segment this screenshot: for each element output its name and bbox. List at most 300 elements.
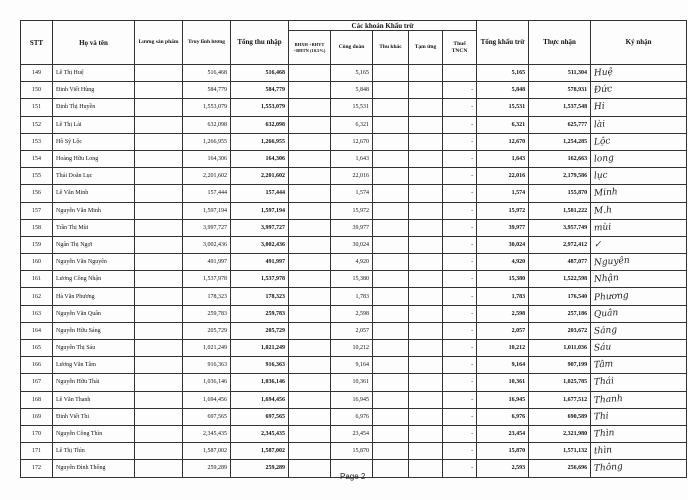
cell-stt: 157 — [21, 202, 53, 219]
cell-stt: 171 — [21, 443, 53, 460]
cell-pit: - — [443, 82, 477, 99]
cell-insurance — [289, 425, 331, 442]
cell-stt: 159 — [21, 236, 53, 253]
cell-total-income: 1,537,978 — [231, 271, 289, 288]
cell-advance — [409, 460, 443, 477]
cell-product-salary — [135, 168, 183, 185]
cell-total-deduction: 4,920 — [477, 254, 529, 271]
cell-signature — [591, 305, 687, 322]
cell-arrears: 2,345,435 — [183, 425, 231, 442]
cell-other — [373, 133, 409, 150]
cell-arrears: 1,587,002 — [183, 443, 231, 460]
cell-pit: - — [443, 340, 477, 357]
cell-net: 1,254,285 — [529, 133, 591, 150]
cell-total-deduction: 22,016 — [477, 168, 529, 185]
cell-pit: - — [443, 460, 477, 477]
cell-stt: 165 — [21, 340, 53, 357]
handwritten-signature: M.h — [593, 204, 613, 217]
table-row — [21, 99, 687, 116]
cell-product-salary — [135, 254, 183, 271]
cell-signature — [591, 150, 687, 167]
header-net: Thực nhận — [529, 21, 591, 65]
cell-stt: 166 — [21, 357, 53, 374]
cell-advance — [409, 254, 443, 271]
cell-product-salary — [135, 99, 183, 116]
cell-stt: 163 — [21, 305, 53, 322]
cell-total-deduction: 6,321 — [477, 116, 529, 133]
cell-total-income: 1,021,249 — [231, 340, 289, 357]
cell-other — [373, 460, 409, 477]
cell-net: 690,589 — [529, 408, 591, 425]
handwritten-signature: Phương — [593, 290, 629, 303]
cell-other — [373, 425, 409, 442]
cell-pit — [443, 65, 477, 82]
payroll-rows — [21, 65, 687, 478]
cell-stt: 169 — [21, 408, 53, 425]
cell-name: Đinh Viết Thi — [53, 408, 135, 425]
cell-total-income: 259,783 — [231, 305, 289, 322]
handwritten-signature: mùi — [593, 222, 612, 234]
header-signature: Ký nhận — [591, 21, 687, 65]
cell-other — [373, 65, 409, 82]
cell-product-salary — [135, 150, 183, 167]
table-row — [21, 443, 687, 460]
cell-net: 625,777 — [529, 116, 591, 133]
cell-stt: 153 — [21, 133, 53, 150]
cell-insurance — [289, 271, 331, 288]
cell-advance — [409, 357, 443, 374]
cell-other — [373, 150, 409, 167]
header-total-income: Tổng thu nhập — [231, 21, 289, 65]
handwritten-signature: Quân — [593, 307, 619, 320]
cell-arrears: 2,201,602 — [183, 168, 231, 185]
cell-advance — [409, 65, 443, 82]
cell-total-income: 3,002,436 — [231, 236, 289, 253]
table-row — [21, 185, 687, 202]
cell-union: 5,165 — [331, 65, 373, 82]
cell-arrears: 1,021,249 — [183, 340, 231, 357]
table-row — [21, 357, 687, 374]
cell-net: 257,186 — [529, 305, 591, 322]
cell-arrears: 1,597,194 — [183, 202, 231, 219]
cell-advance — [409, 133, 443, 150]
cell-insurance — [289, 460, 331, 477]
table-row — [21, 202, 687, 219]
cell-insurance — [289, 168, 331, 185]
cell-other — [373, 391, 409, 408]
table-row — [21, 236, 687, 253]
cell-other — [373, 185, 409, 202]
cell-total-deduction: 2,598 — [477, 305, 529, 322]
cell-advance — [409, 219, 443, 236]
cell-name: Trần Thị Mùi — [53, 219, 135, 236]
cell-name: Nguyễn Hữu Sáng — [53, 322, 135, 339]
cell-signature — [591, 185, 687, 202]
table-row — [21, 288, 687, 305]
cell-total-deduction: 5,165 — [477, 65, 529, 82]
cell-total-income: 2,345,435 — [231, 425, 289, 442]
cell-pit: - — [443, 288, 477, 305]
cell-total-income: 259,289 — [231, 460, 289, 477]
cell-other — [373, 99, 409, 116]
cell-insurance — [289, 236, 331, 253]
cell-union: 15,972 — [331, 202, 373, 219]
cell-total-deduction: 23,454 — [477, 425, 529, 442]
cell-advance — [409, 408, 443, 425]
cell-insurance — [289, 150, 331, 167]
cell-stt: 168 — [21, 391, 53, 408]
cell-pit: - — [443, 408, 477, 425]
cell-other — [373, 168, 409, 185]
cell-total-deduction: 39,977 — [477, 219, 529, 236]
header-name: Họ và tên — [53, 21, 135, 65]
cell-total-income: 1,597,194 — [231, 202, 289, 219]
cell-stt: 156 — [21, 185, 53, 202]
handwritten-signature: thìn — [593, 445, 613, 457]
cell-total-income: 178,323 — [231, 288, 289, 305]
payroll-table — [20, 20, 687, 478]
cell-product-salary — [135, 65, 183, 82]
table-row — [21, 82, 687, 99]
cell-insurance — [289, 408, 331, 425]
cell-advance — [409, 443, 443, 460]
cell-total-income: 491,997 — [231, 254, 289, 271]
cell-insurance — [289, 305, 331, 322]
cell-name: Lương Văn Tâm — [53, 357, 135, 374]
cell-arrears: 3,002,436 — [183, 236, 231, 253]
cell-union: 2,057 — [331, 322, 373, 339]
handwritten-signature: Đức — [593, 84, 613, 96]
cell-signature — [591, 168, 687, 185]
handwritten-signature: Tâm — [593, 359, 614, 371]
cell-other — [373, 374, 409, 391]
cell-other — [373, 116, 409, 133]
cell-advance — [409, 99, 443, 116]
header-pit: Thuế TNCN — [443, 31, 477, 65]
cell-total-income: 516,468 — [231, 65, 289, 82]
cell-insurance — [289, 391, 331, 408]
cell-total-deduction: 15,972 — [477, 202, 529, 219]
cell-advance — [409, 236, 443, 253]
cell-arrears: 178,323 — [183, 288, 231, 305]
cell-advance — [409, 288, 443, 305]
cell-total-income: 1,036,146 — [231, 374, 289, 391]
cell-union: 1,643 — [331, 150, 373, 167]
header-deductions-group: Các khoản Khấu trừ — [289, 21, 477, 31]
cell-insurance — [289, 357, 331, 374]
cell-net: 578,931 — [529, 82, 591, 99]
cell-arrears: 259,289 — [183, 460, 231, 477]
cell-net: 2,179,586 — [529, 168, 591, 185]
cell-insurance — [289, 82, 331, 99]
cell-total-income: 1,587,002 — [231, 443, 289, 460]
cell-name: Nguyễn Thị Sáu — [53, 340, 135, 357]
cell-name: Thái Doãn Lục — [53, 168, 135, 185]
cell-stt: 149 — [21, 65, 53, 82]
cell-net: 1,571,132 — [529, 443, 591, 460]
handwritten-signature: Thông — [593, 462, 624, 475]
cell-other — [373, 82, 409, 99]
cell-arrears: 1,036,146 — [183, 374, 231, 391]
cell-product-salary — [135, 82, 183, 99]
handwritten-signature: lục — [593, 170, 609, 182]
cell-name: Nguyễn Công Thìn — [53, 425, 135, 442]
cell-stt: 160 — [21, 254, 53, 271]
header-union: Công đoàn — [331, 31, 373, 65]
cell-signature — [591, 288, 687, 305]
handwritten-signature: Minh — [593, 187, 619, 200]
cell-total-deduction: 5,848 — [477, 82, 529, 99]
table-row — [21, 150, 687, 167]
cell-pit: - — [443, 271, 477, 288]
cell-arrears: 1,537,978 — [183, 271, 231, 288]
cell-net: 487,077 — [529, 254, 591, 271]
handwritten-signature: Nhận — [593, 273, 620, 286]
cell-signature — [591, 133, 687, 150]
cell-product-salary — [135, 357, 183, 374]
handwritten-signature: Hi — [593, 102, 606, 113]
cell-union: 6,321 — [331, 116, 373, 133]
cell-product-salary — [135, 460, 183, 477]
cell-advance — [409, 305, 443, 322]
cell-pit: - — [443, 150, 477, 167]
cell-net: 511,304 — [529, 65, 591, 82]
cell-stt: 151 — [21, 99, 53, 116]
cell-union: 5,848 — [331, 82, 373, 99]
cell-total-income: 584,779 — [231, 82, 289, 99]
cell-net: 2,972,412 — [529, 236, 591, 253]
cell-insurance — [289, 254, 331, 271]
cell-insurance — [289, 99, 331, 116]
handwritten-signature: long — [593, 153, 615, 165]
cell-pit: - — [443, 254, 477, 271]
cell-other — [373, 219, 409, 236]
cell-signature — [591, 340, 687, 357]
table-row — [21, 65, 687, 82]
cell-name: Lê Thị Lài — [53, 116, 135, 133]
cell-net: 1,537,548 — [529, 99, 591, 116]
cell-signature — [591, 460, 687, 477]
cell-signature — [591, 236, 687, 253]
cell-stt: 162 — [21, 288, 53, 305]
cell-net: 155,870 — [529, 185, 591, 202]
cell-arrears: 916,363 — [183, 357, 231, 374]
cell-advance — [409, 391, 443, 408]
handwritten-signature: Sáng — [593, 325, 618, 337]
table-row — [21, 391, 687, 408]
cell-total-deduction: 16,945 — [477, 391, 529, 408]
cell-insurance — [289, 116, 331, 133]
header-insurance: BHXH +BHYT +BHTN (10.5%) — [289, 31, 331, 65]
cell-total-deduction: 30,024 — [477, 236, 529, 253]
cell-net: 1,581,222 — [529, 202, 591, 219]
cell-signature — [591, 443, 687, 460]
cell-product-salary — [135, 185, 183, 202]
cell-product-salary — [135, 374, 183, 391]
cell-total-deduction: 2,593 — [477, 460, 529, 477]
cell-signature — [591, 357, 687, 374]
cell-arrears: 584,779 — [183, 82, 231, 99]
cell-insurance — [289, 322, 331, 339]
cell-stt: 161 — [21, 271, 53, 288]
cell-stt: 154 — [21, 150, 53, 167]
cell-advance — [409, 82, 443, 99]
cell-net: 2,321,980 — [529, 425, 591, 442]
cell-other — [373, 254, 409, 271]
handwritten-signature: Huệ — [593, 67, 614, 79]
cell-pit: - — [443, 322, 477, 339]
cell-signature — [591, 254, 687, 271]
cell-pit: - — [443, 219, 477, 236]
cell-name: Hồ Sỹ Lộc — [53, 133, 135, 150]
cell-arrears: 516,468 — [183, 65, 231, 82]
cell-pit: - — [443, 357, 477, 374]
cell-signature — [591, 99, 687, 116]
cell-arrears: 164,306 — [183, 150, 231, 167]
cell-other — [373, 236, 409, 253]
cell-insurance — [289, 374, 331, 391]
cell-product-salary — [135, 391, 183, 408]
cell-pit: - — [443, 99, 477, 116]
table-row — [21, 116, 687, 133]
cell-product-salary — [135, 443, 183, 460]
cell-name: Nguyễn Văn Quân — [53, 305, 135, 322]
cell-stt: 167 — [21, 374, 53, 391]
cell-total-deduction: 1,783 — [477, 288, 529, 305]
cell-total-deduction: 10,361 — [477, 374, 529, 391]
cell-union: 10,212 — [331, 340, 373, 357]
header-stt: STT — [21, 21, 53, 65]
cell-net: 1,011,036 — [529, 340, 591, 357]
cell-advance — [409, 374, 443, 391]
cell-total-deduction: 15,531 — [477, 99, 529, 116]
cell-union: 30,024 — [331, 236, 373, 253]
cell-name: Lê Thị Huệ — [53, 65, 135, 82]
cell-other — [373, 443, 409, 460]
cell-total-income: 697,565 — [231, 408, 289, 425]
handwritten-signature: Thi — [593, 411, 610, 423]
cell-signature — [591, 374, 687, 391]
cell-total-income: 1,266,955 — [231, 133, 289, 150]
cell-name: Nguyễn Văn Nguyên — [53, 254, 135, 271]
cell-stt: 152 — [21, 116, 53, 133]
cell-product-salary — [135, 133, 183, 150]
cell-signature — [591, 425, 687, 442]
cell-total-income: 164,306 — [231, 150, 289, 167]
cell-net: 176,540 — [529, 288, 591, 305]
cell-net: 1,677,512 — [529, 391, 591, 408]
cell-insurance — [289, 202, 331, 219]
cell-net: 1,025,785 — [529, 374, 591, 391]
cell-union: 23,454 — [331, 425, 373, 442]
cell-union: 15,870 — [331, 443, 373, 460]
handwritten-signature: Thìn — [593, 428, 615, 440]
cell-union: 2,598 — [331, 305, 373, 322]
header-arrears: Truy lĩnh lương — [183, 21, 231, 65]
cell-name: Đinh Thị Huyền — [53, 99, 135, 116]
cell-product-salary — [135, 116, 183, 133]
cell-total-deduction: 2,057 — [477, 322, 529, 339]
cell-signature — [591, 322, 687, 339]
header-other: Thu khác — [373, 31, 409, 65]
cell-product-salary — [135, 236, 183, 253]
cell-other — [373, 202, 409, 219]
cell-name: Lê Văn Thanh — [53, 391, 135, 408]
cell-union: 22,016 — [331, 168, 373, 185]
cell-union: 39,977 — [331, 219, 373, 236]
handwritten-signature: Sáu — [593, 342, 612, 354]
cell-arrears: 1,553,079 — [183, 99, 231, 116]
cell-insurance — [289, 443, 331, 460]
cell-advance — [409, 185, 443, 202]
cell-pit: - — [443, 202, 477, 219]
cell-advance — [409, 116, 443, 133]
cell-pit: - — [443, 443, 477, 460]
cell-union: 10,361 — [331, 374, 373, 391]
cell-signature — [591, 271, 687, 288]
cell-total-income: 157,444 — [231, 185, 289, 202]
handwritten-signature: ✓ — [593, 239, 602, 251]
cell-total-income: 3,997,727 — [231, 219, 289, 236]
cell-product-salary — [135, 271, 183, 288]
cell-name: Đinh Viết Hùng — [53, 82, 135, 99]
cell-pit: - — [443, 185, 477, 202]
table-row — [21, 133, 687, 150]
cell-union: 15,531 — [331, 99, 373, 116]
cell-total-income: 916,363 — [231, 357, 289, 374]
cell-advance — [409, 425, 443, 442]
cell-arrears: 1,266,955 — [183, 133, 231, 150]
cell-insurance — [289, 185, 331, 202]
cell-union: 1,783 — [331, 288, 373, 305]
table-row — [21, 340, 687, 357]
cell-stt: 172 — [21, 460, 53, 477]
cell-other — [373, 271, 409, 288]
cell-advance — [409, 322, 443, 339]
cell-name: Nguyễn Đình Thông — [53, 460, 135, 477]
cell-union: 9,164 — [331, 357, 373, 374]
cell-other — [373, 288, 409, 305]
table-row — [21, 305, 687, 322]
cell-stt: 150 — [21, 82, 53, 99]
cell-total-income: 2,201,602 — [231, 168, 289, 185]
cell-other — [373, 305, 409, 322]
cell-arrears: 491,997 — [183, 254, 231, 271]
cell-product-salary — [135, 305, 183, 322]
cell-pit: - — [443, 133, 477, 150]
cell-pit: - — [443, 116, 477, 133]
cell-net: 203,672 — [529, 322, 591, 339]
cell-advance — [409, 340, 443, 357]
cell-net: 256,696 — [529, 460, 591, 477]
cell-pit: - — [443, 425, 477, 442]
table-row — [21, 219, 687, 236]
cell-advance — [409, 150, 443, 167]
cell-insurance — [289, 133, 331, 150]
cell-product-salary — [135, 408, 183, 425]
cell-union: 16,945 — [331, 391, 373, 408]
cell-insurance — [289, 288, 331, 305]
cell-stt: 155 — [21, 168, 53, 185]
cell-arrears: 632,098 — [183, 116, 231, 133]
cell-product-salary — [135, 340, 183, 357]
cell-advance — [409, 271, 443, 288]
cell-signature — [591, 391, 687, 408]
table-row — [21, 322, 687, 339]
table-row — [21, 408, 687, 425]
cell-product-salary — [135, 425, 183, 442]
cell-total-deduction: 6,976 — [477, 408, 529, 425]
